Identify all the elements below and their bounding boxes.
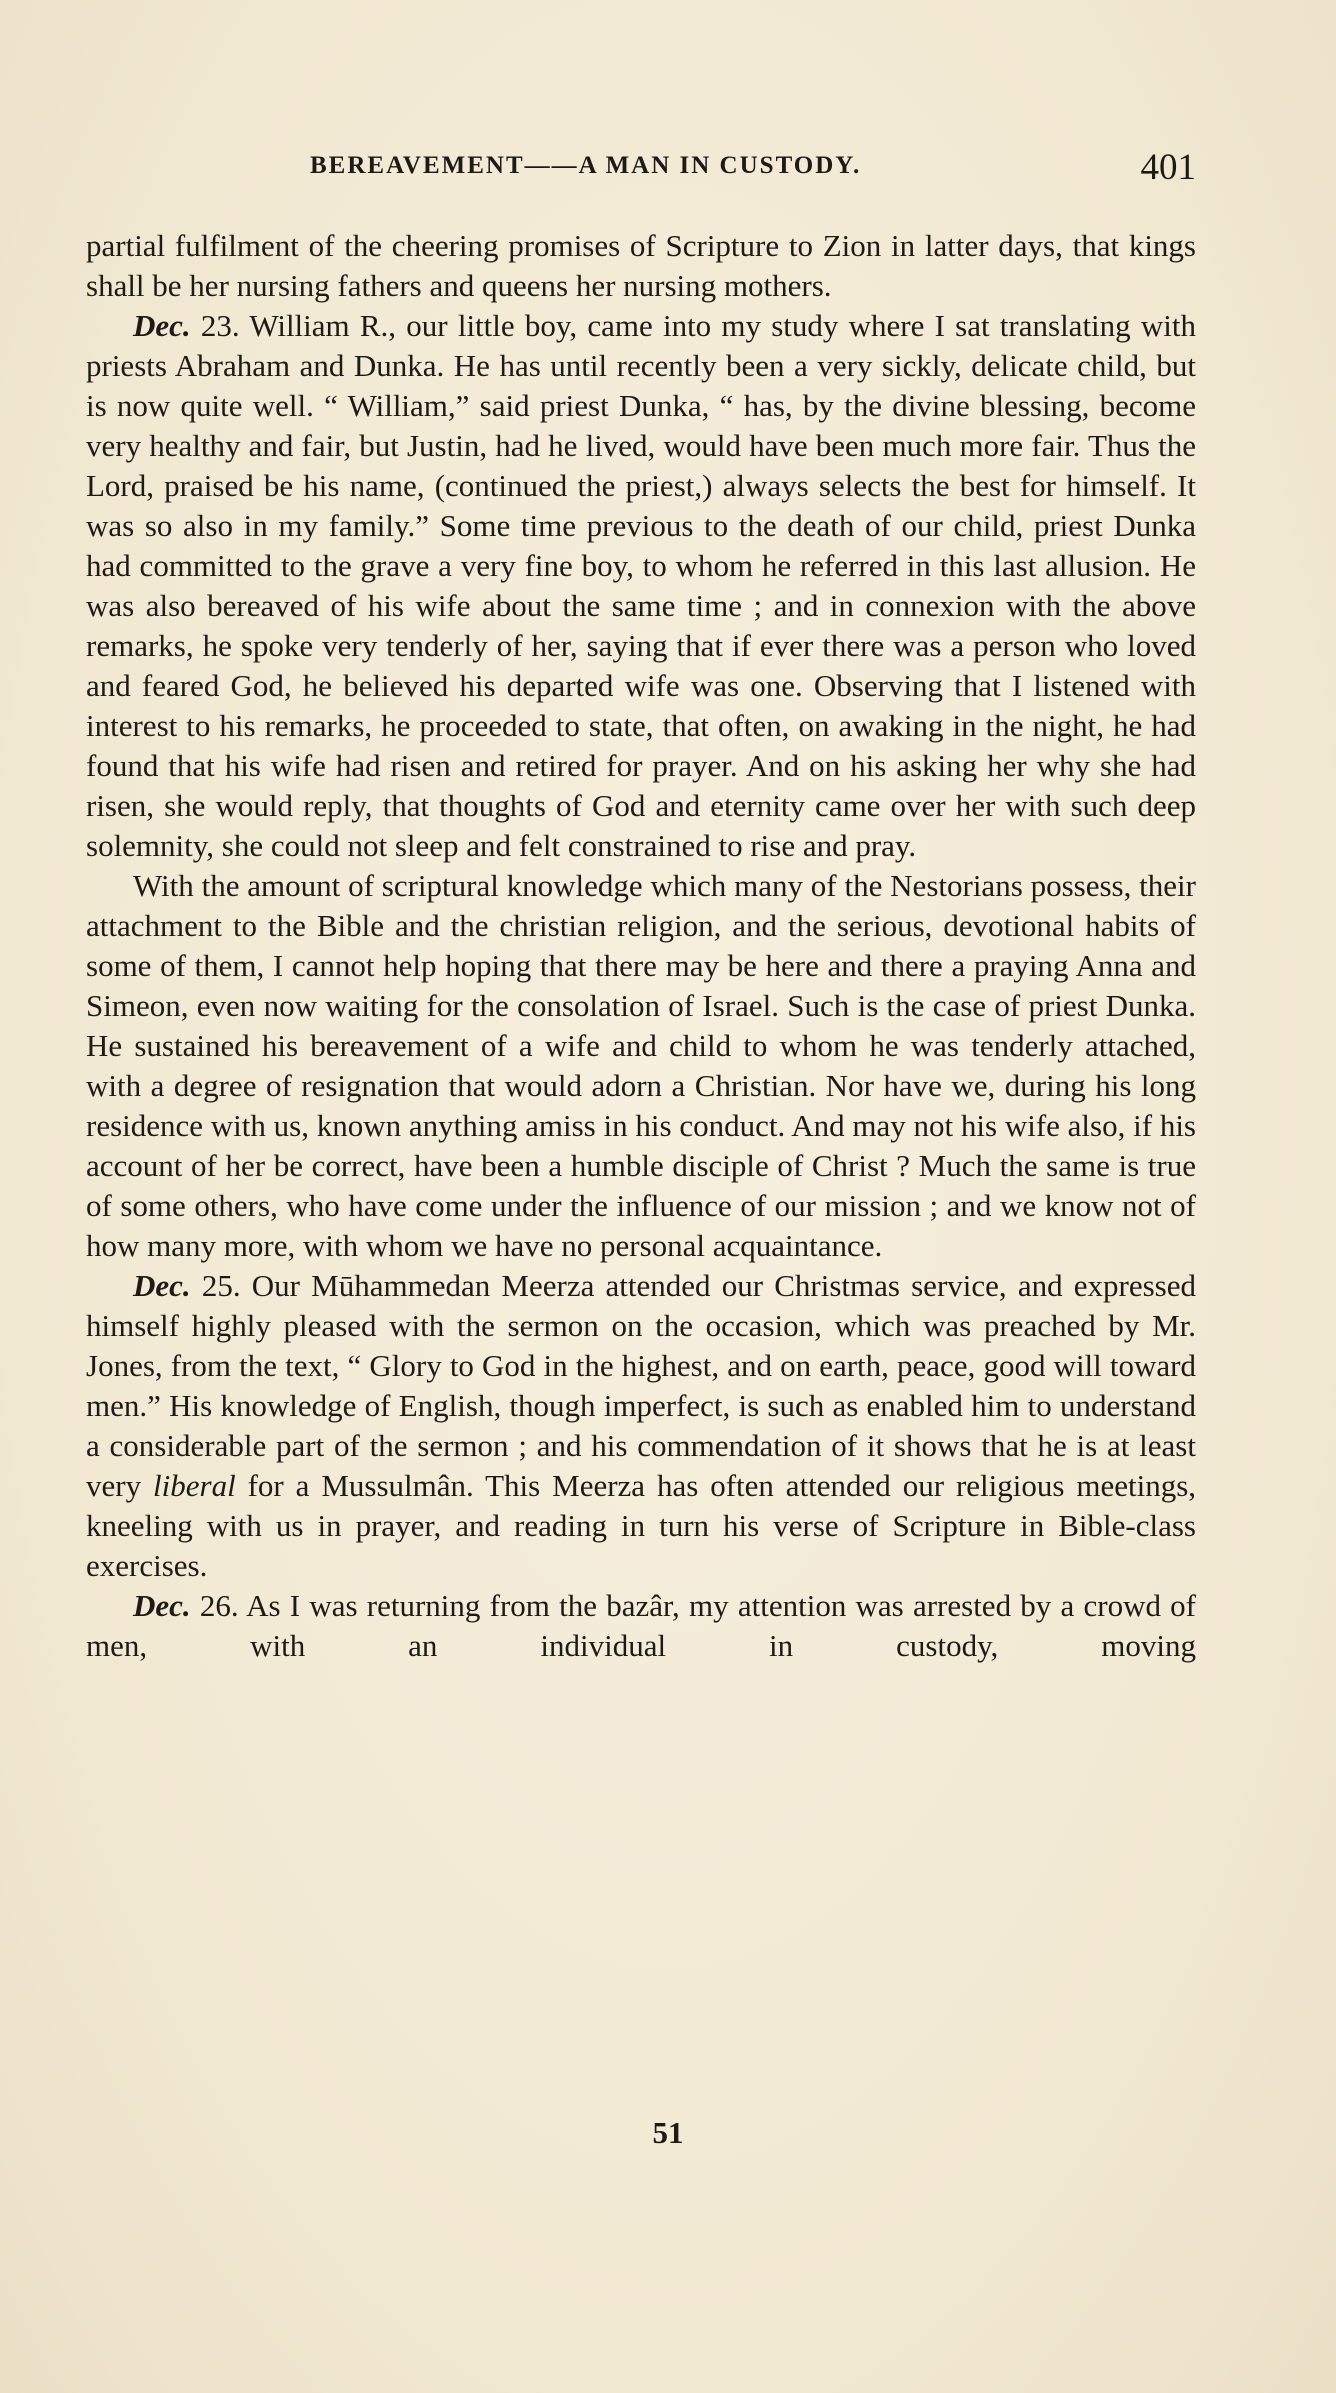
paragraph-text: Our Mūhammedan Meerza attended our Christmas service, and expressed himself highly pleased with the sermon on the occasion, which was preached by Mr. Jones, from the text, “ Glory to God in the highest, and on earth, peace, good will toward men.” His knowledge of English, though imperfect, is such as enabled him to understand a considerable part of the sermon ; and his commendation of it shows that he is at least very (86, 1268, 1197, 1503)
page-number: 401 (1140, 147, 1196, 188)
paragraph-continuation (86, 226, 1196, 306)
entry-date-day: 23. (200, 308, 240, 343)
entry-date-day: 26. (199, 1588, 239, 1623)
page-header (86, 146, 1196, 190)
signature-mark: 51 (652, 2115, 684, 2150)
paragraph-text: for a Mussulmân. This Meerza has often attended our religious meetings, kneeling with us in prayer, and reading in turn his verse of Scripture in Bible-class exercises. (86, 1468, 1197, 1583)
diary-entry-dec-26 (86, 1586, 1196, 1666)
paragraph-text: William R., our little boy, came into my study where I sat translating with priests Abraham and Dunka. He has until recently been a very sickly, delicate child, but is now quite well. “ William,” said priest Dunka, “ has, by the divine blessing, become very healthy and fair, but Justin, had he lived, would have been much more fair. Thus the Lord, praised be his name, (continued the priest,) always selects the best for himself. It was so also in my family.” Some time previous to the death of our child, priest Dunka had committed to the grave a very fine boy, to whom he referred in this last allusion. He was also bereaved of his wife about the same time ; and in connexion with the above remarks, he spoke very tenderly of her, saying that if ever there was a person who loved and feared God, he believed his departed wife was one. Observing that I listened with interest to his remarks, he proceeded to state, that often, on awaking in the night, he had found that his wife had risen and retired for prayer. And on his asking her why she had risen, she would reply, that thoughts of God and eternity came over her with such deep solemnity, she could not sleep and felt constrained to rise and pray. (86, 308, 1197, 863)
entry-date-month: Dec. (133, 1268, 191, 1303)
diary-entry-dec-23 (86, 306, 1196, 866)
paragraph-text: With the amount of scriptural knowledge which many of the Nestorians possess, their attachment to the Bible and the christian religion, and the serious, devotional habits of some of them, I cannot help hoping that there may be here and there a praying Anna and Simeon, even now waiting for the consolation of Israel. Such is the case of priest Dunka. He sustained his bereavement of a wife and child to whom he was tenderly attached, with a degree of resignation that would adorn a Christian. Nor have we, during his long residence with us, known anything amiss in his conduct. And may not his wife also, if his account of her be correct, have been a humble disciple of Christ ? Much the same is true of some others, who have come under the influence of our mission ; and we know not of how many more, with whom we have no personal acquaintance. (86, 868, 1196, 1263)
paragraph-nestorians (86, 866, 1196, 1266)
running-head: BEREAVEMENT——A MAN IN CUSTODY. (310, 152, 862, 179)
emphasized-word: liberal (153, 1468, 236, 1503)
entry-date-day: 25. (201, 1268, 241, 1303)
body-text (86, 226, 1196, 1666)
entry-date-month: Dec. (133, 308, 191, 343)
diary-entry-dec-25 (86, 1266, 1196, 1586)
entry-date-month: Dec. (133, 1588, 191, 1623)
paragraph-text: partial fulfilment of the cheering promises of Scripture to Zion in latter days, that kings shall be her nursing fathers and queens her nursing mothers. (86, 228, 1196, 303)
paragraph-text: As I was returning from the bazâr, my attention was arrested by a crowd of men, with an individual in custody, moving (86, 1588, 1196, 1663)
